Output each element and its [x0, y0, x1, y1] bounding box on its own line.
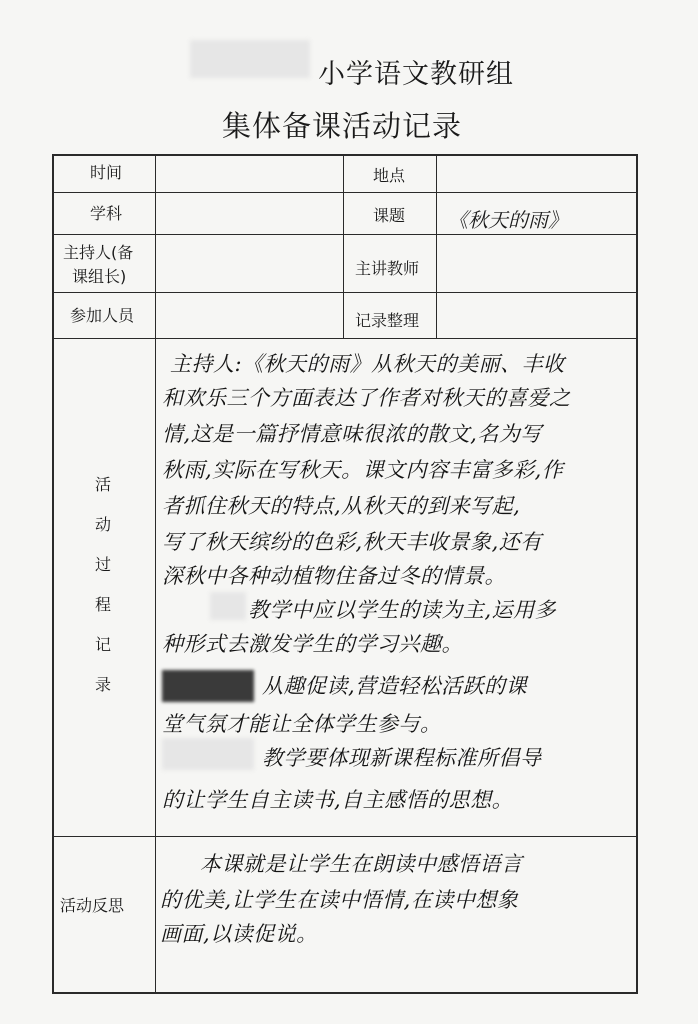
- process-line: 秋雨,实际在写秋天。课文内容丰富多彩,作: [162, 458, 564, 482]
- label-host-line1: 主持人(备: [63, 243, 134, 262]
- redacted-name: [210, 592, 246, 620]
- process-line: 教学要体现新课程标准所倡导: [262, 746, 542, 770]
- label-process-char: 活: [94, 475, 111, 494]
- label-place: 地点: [373, 166, 406, 185]
- label-process-char: 程: [94, 595, 111, 614]
- redacted-name: [162, 670, 254, 702]
- reflection-line: 本课就是让学生在朗读中感悟语言: [200, 852, 523, 876]
- reflection-line: 的优美,让学生在读中悟情,在读中想象: [160, 888, 519, 912]
- label-process-char: 过: [94, 555, 111, 574]
- process-line: 堂气氛才能让全体学生参与。: [162, 712, 442, 736]
- label-time: 时间: [90, 163, 123, 182]
- label-recorder: 记录整理: [355, 311, 420, 330]
- redacted-name: [162, 738, 254, 770]
- label-lead-teacher: 主讲教师: [355, 259, 420, 278]
- process-line: 教学中应以学生的读为主,运用多: [248, 598, 557, 622]
- redacted-school-name: [190, 40, 310, 78]
- topic-value: 《秋天的雨》: [448, 208, 568, 232]
- label-participants: 参加人员: [70, 306, 135, 325]
- reflection-line: 画面,以读促说。: [160, 922, 318, 946]
- label-reflection: 活动反思: [60, 896, 125, 915]
- process-line: 种形式去激发学生的学习兴趣。: [162, 632, 463, 656]
- page-title: 集体备课活动记录: [222, 109, 463, 143]
- org-title: 小学语文教研组: [318, 59, 514, 90]
- label-subject: 学科: [90, 204, 123, 223]
- process-line: 的让学生自主读书,自主感悟的思想。: [162, 788, 514, 812]
- process-line: 深秋中各种动植物住备过冬的情景。: [162, 564, 506, 588]
- label-topic: 课题: [373, 206, 406, 225]
- label-process-char: 动: [94, 515, 111, 534]
- process-line: 写了秋天缤纷的色彩,秋天丰收景象,还有: [162, 530, 542, 554]
- label-process-char: 记: [94, 635, 111, 654]
- label-host-line2: 课组长): [72, 267, 127, 286]
- process-line: 从趣促读,营造轻松活跃的课: [262, 674, 528, 698]
- process-line: 情,这是一篇抒情意味很浓的散文,名为写: [162, 422, 542, 446]
- process-line: 和欢乐三个方面表达了作者对秋天的喜爱之: [162, 386, 571, 410]
- label-process-char: 录: [94, 675, 111, 694]
- process-line: 者抓住秋天的特点,从秋天的到来写起,: [162, 494, 521, 518]
- process-line: 主持人:《秋天的雨》从秋天的美丽、丰收: [170, 352, 565, 376]
